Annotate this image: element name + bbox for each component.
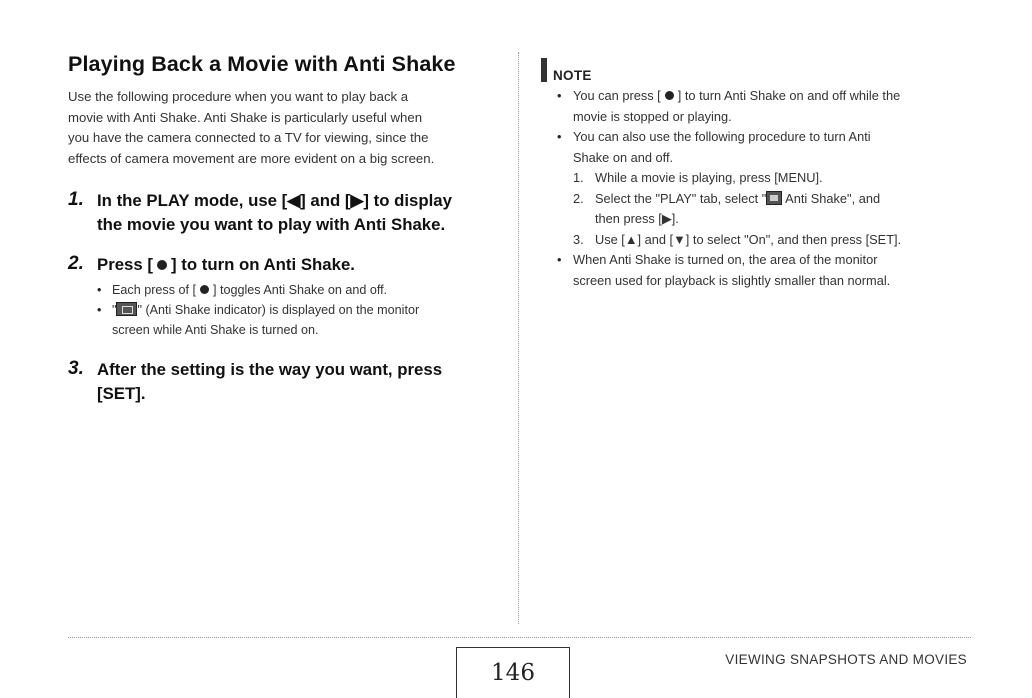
- page-number: 146: [491, 660, 535, 686]
- step-title: [97, 358, 490, 406]
- left-column: [68, 52, 490, 406]
- section-label: VIEWING SNAPSHOTS AND MOVIES: [725, 652, 967, 667]
- step-number: 2.: [68, 253, 84, 274]
- bullet-text: " (Anti Shake indicator) is displayed on the monitor: [137, 303, 420, 317]
- bullet-text: ": [112, 303, 117, 317]
- step-3: [68, 358, 490, 406]
- step-title-line: the movie you want to play with Anti Shake.: [97, 215, 446, 234]
- step-title-pre: Press [: [97, 255, 153, 274]
- procedure-number: 1.: [573, 170, 584, 185]
- anti-shake-button-icon: [157, 260, 167, 270]
- step-title-line: [97, 253, 490, 277]
- step-title-post: ] to turn on Anti Shake.: [170, 255, 355, 274]
- right-column: [541, 58, 971, 291]
- step-title: [97, 253, 490, 277]
- footer-rule: [68, 637, 971, 638]
- step-2-bullets: [97, 280, 490, 340]
- note-text: movie is stopped or playing.: [573, 108, 732, 124]
- intro-line: you have the camera connected to a TV for viewing, since the: [68, 130, 429, 145]
- procedure-text: Use [▲] and [▼] to select "On", and then press [SET].: [595, 231, 902, 247]
- procedure-item: [573, 168, 971, 189]
- procedure-text: Anti Shake", and: [782, 190, 881, 206]
- procedure-number: 3.: [573, 231, 584, 247]
- note-text: • When Anti Shake is turned on, the area of the monitor: [573, 252, 878, 267]
- step-1: [68, 189, 490, 237]
- list-item: [541, 127, 971, 250]
- anti-shake-button-icon: [200, 285, 209, 294]
- procedure-item: [573, 189, 971, 230]
- note-label: NOTE: [553, 68, 592, 83]
- intro-line: movie with Anti Shake. Anti Shake is particularly useful when: [68, 109, 423, 125]
- intro-paragraph: [68, 87, 490, 169]
- step-number: 3.: [68, 358, 84, 379]
- step-title: [97, 189, 490, 237]
- step-title-line: After the setting is the way you want, press: [97, 360, 443, 379]
- bullet-text: screen while Anti Shake is turned on.: [112, 323, 319, 337]
- column-divider: [518, 52, 519, 624]
- note-text: ] to turn Anti Shake on and off while the: [677, 88, 901, 103]
- procedure-text: While a movie is playing, press [MENU].: [595, 170, 823, 185]
- anti-shake-button-icon: [665, 91, 674, 100]
- page-number-box: [456, 647, 570, 698]
- step-number: 1.: [68, 189, 84, 210]
- procedure-text: then press [▶].: [595, 211, 679, 226]
- list-item: [97, 280, 490, 300]
- list-item: [541, 86, 971, 127]
- note-bar-icon: [541, 58, 547, 82]
- procedure-text: Select the "PLAY" tab, select ": [595, 190, 767, 206]
- bullet-text: Each press of [: [112, 283, 196, 297]
- procedure-number: 2.: [573, 190, 584, 206]
- bullet-text: ] toggles Anti Shake on and off.: [213, 283, 388, 297]
- step-title-line: In the PLAY mode, use [◀] and [▶] to display: [97, 191, 452, 210]
- note-text: You can press [: [573, 88, 661, 103]
- page-title: Playing Back a Movie with Anti Shake: [68, 52, 456, 76]
- procedure-list: [573, 168, 971, 250]
- note-heading: [541, 58, 971, 82]
- play-anti-shake-menu-icon: [766, 191, 782, 205]
- intro-line: effects of camera movement are more evident on a big screen.: [68, 150, 435, 166]
- list-item: [97, 300, 490, 340]
- intro-line: Use the following procedure when you want to play back a: [68, 89, 409, 104]
- note-list: [541, 86, 971, 291]
- step-title-line: [SET].: [97, 384, 146, 403]
- anti-shake-indicator-icon: [116, 302, 137, 316]
- note-text: Shake on and off.: [573, 149, 674, 165]
- procedure-item: [573, 230, 971, 251]
- note-text: screen used for playback is slightly smaller than normal.: [573, 272, 891, 288]
- note-text: • You can also use the following procedure to turn Anti: [573, 129, 871, 144]
- list-item: [541, 250, 971, 291]
- step-2: [68, 253, 490, 340]
